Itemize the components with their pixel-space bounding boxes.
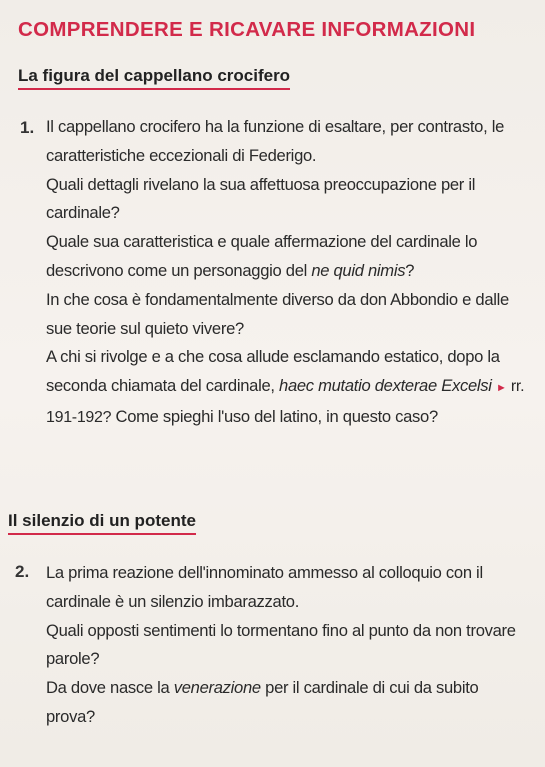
q2-paragraph-2: Quali opposti sentimenti lo tormentano fino al punto da non trovare parole? xyxy=(46,620,516,669)
q1-p5-latin: haec mutatio dexterae Excelsi xyxy=(279,376,492,396)
q2-p3-emphasis: venerazione xyxy=(173,678,261,698)
q1-paragraph-4: In che cosa è fondamentalmente diverso da don Abbondio e dalle sue teorie sul quieto vivere? xyxy=(46,289,509,338)
question-number-2: 2. xyxy=(15,562,30,581)
q1-paragraph-2: Quali dettagli rivelano la sua affettuosa preoccupazione per il cardinale? xyxy=(46,174,476,223)
section-header: COMPRENDERE E RICAVARE INFORMAZIONI xyxy=(18,18,476,41)
q2-paragraph-1: La prima reazione dell'innominato ammesso al colloquio con il cardinale è un silenzio imbarazzato. xyxy=(46,563,483,611)
q1-paragraph-3 xyxy=(46,228,536,286)
reference-arrow-icon: ► xyxy=(496,382,507,395)
q2-paragraph-3 xyxy=(46,674,526,732)
question-1-text xyxy=(46,113,536,433)
subsection-title-cappellano: La figura del cappellano crocifero xyxy=(18,66,290,90)
q2-p3-end: per il cardinale di cui da subito prova? xyxy=(46,678,479,726)
q1-p5-end: Come spieghi l'uso del latino, in questo caso? xyxy=(111,406,438,426)
q1-paragraph-1: Il cappellano crocifero ha la funzione di esaltare, per contrasto, le caratteristiche eccezionali di Federigo. xyxy=(46,117,505,165)
subsection-title-silenzio: Il silenzio di un potente xyxy=(8,511,196,535)
question-2-text xyxy=(46,559,526,732)
q1-p3-end: ? xyxy=(405,260,415,280)
q2-p3-text: Da dove nasce la xyxy=(46,678,174,698)
line-reference: rr. 191-192? xyxy=(46,378,525,426)
q1-p3-text: Quale sua caratteristica e quale affermazione del cardinale lo descrivono come un personaggio del xyxy=(46,232,478,280)
q1-paragraph-5 xyxy=(46,343,536,432)
q1-p5-text: A chi si rivolge e a che cosa allude esclamando estatico, dopo la seconda chiamata del cardinale, xyxy=(46,347,500,396)
q1-p3-latin: ne quid nimis xyxy=(311,260,406,280)
question-number-1: 1. xyxy=(20,118,35,137)
